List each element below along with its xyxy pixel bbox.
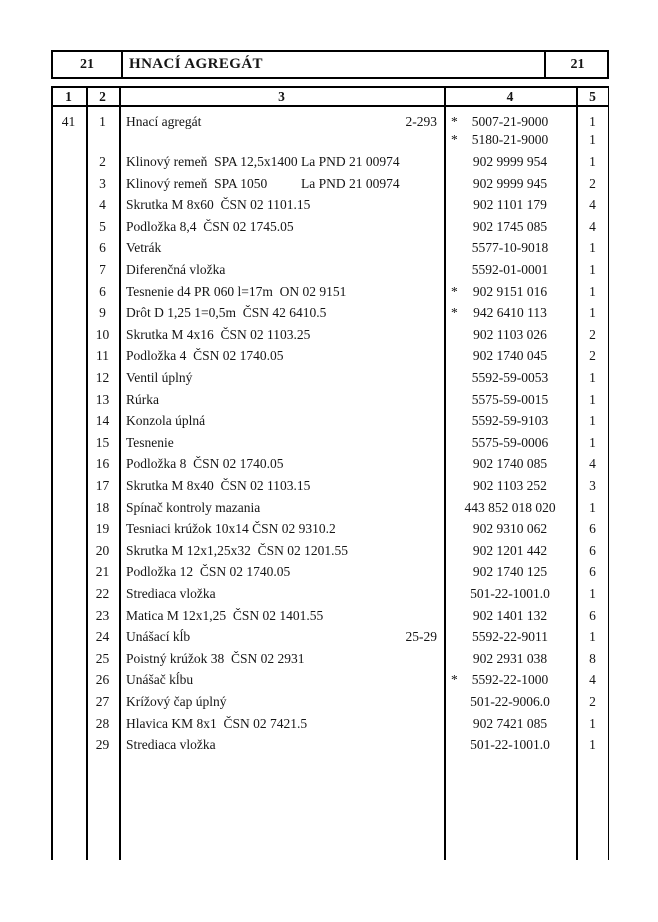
part-number-line: [444, 131, 576, 149]
description-cell: [119, 434, 444, 452]
quantity: 1: [589, 586, 596, 601]
quantity-cell: [576, 153, 609, 171]
table-body: [51, 107, 609, 860]
part-number-line: [444, 218, 576, 236]
column-header-row: [51, 86, 609, 107]
item-number: 24: [95, 629, 110, 645]
item-description: Rúrka: [126, 391, 159, 407]
quantity: 2: [589, 326, 596, 342]
item-description: Skrutka M 8x40 ČSN 02 1103.15: [126, 478, 311, 493]
part-number-line: [444, 520, 576, 538]
part-number-cell: [444, 736, 576, 754]
quantity: 4: [589, 218, 596, 234]
description-cell: [119, 369, 444, 387]
part-number-line: [444, 693, 576, 711]
quantity-cell: [576, 520, 609, 538]
quantity: 6: [589, 542, 596, 558]
part-number: 902 1201 442: [472, 542, 548, 558]
description-cell: [119, 499, 444, 517]
item-description: Tesnenie: [126, 434, 174, 450]
item-description: Diferenčná vložka: [126, 262, 226, 277]
part-number: 5180-21-9000: [471, 132, 549, 147]
item-number: 10: [95, 326, 110, 342]
quantity: 1: [589, 262, 596, 277]
part-number-line: [444, 326, 576, 344]
part-number: 902 1103 026: [473, 326, 547, 342]
item-description: Vetrák: [126, 240, 162, 256]
part-number: 902 1103 252: [473, 478, 547, 493]
part-number-line: [444, 607, 576, 625]
table-row: [51, 736, 609, 754]
item-number: 17: [95, 478, 110, 493]
asterisk-marker: *: [451, 305, 458, 321]
part-number: 902 1740 125: [472, 564, 548, 580]
quantity: 1: [589, 629, 596, 645]
table-row: [51, 347, 609, 365]
part-number-cell: [444, 434, 576, 452]
part-number: 902 1740 045: [472, 348, 548, 364]
item-number: 6: [99, 240, 106, 256]
part-number-cell: [444, 607, 576, 625]
part-number: 501-22-1001.0: [470, 737, 550, 753]
item-description: Podložka 12 ČSN 02 1740.05: [126, 564, 291, 580]
asterisk-marker: *: [451, 672, 458, 688]
part-number-cell: [444, 391, 576, 409]
part-number-line: [444, 153, 576, 171]
table-row: [51, 239, 609, 257]
part-number-cell: [444, 304, 576, 322]
part-number: 902 9151 016: [472, 283, 548, 299]
part-number: 902 2931 038: [472, 650, 548, 666]
page-header: [51, 50, 609, 79]
item-number: 3: [99, 175, 106, 191]
part-number-cell: [444, 113, 576, 149]
description-cell: [119, 671, 444, 689]
description-cell: [119, 175, 444, 193]
item-description: Unášací kĺb: [126, 629, 191, 645]
table-row: [51, 434, 609, 452]
item-number: 1: [99, 114, 106, 129]
description-cell: [119, 520, 444, 538]
part-number: 942 6410 113: [473, 305, 547, 321]
quantity-cell: [576, 671, 609, 689]
item-number: 14: [95, 413, 110, 429]
table-row: [51, 261, 609, 279]
part-number: 501-22-1001.0: [470, 586, 550, 601]
description-cell: [119, 391, 444, 409]
column-header-1: 1: [65, 88, 72, 104]
part-number-cell: [444, 412, 576, 430]
description-cell: [119, 650, 444, 668]
quantity-cell: [576, 326, 609, 344]
quantity-cell: [576, 412, 609, 430]
part-number-line: [444, 736, 576, 754]
description-cell: [119, 196, 444, 214]
part-number: 5592-22-9011: [472, 629, 548, 645]
description-cell: [119, 304, 444, 322]
part-number-line: [444, 113, 576, 131]
table-row: [51, 455, 609, 473]
quantity-cell: [576, 628, 609, 646]
item-number: 7: [99, 262, 106, 277]
part-number: 443 852 018 020: [464, 499, 556, 515]
quantity: 1: [589, 305, 596, 321]
table-row: [51, 477, 609, 495]
item-number: 15: [95, 434, 110, 450]
quantity-cell: [576, 369, 609, 387]
item-description: Skrutka M 8x60 ČSN 02 1101.15: [126, 197, 311, 213]
quantity: 1: [589, 240, 596, 256]
quantity: 6: [589, 564, 596, 580]
part-number-cell: [444, 477, 576, 495]
quantity-cell: [576, 455, 609, 473]
part-number: 5575-59-0015: [471, 391, 549, 407]
page-number-left: 21: [80, 56, 94, 72]
quantity: 1: [589, 283, 596, 299]
quantity: 1: [589, 499, 596, 515]
description-cell: [119, 455, 444, 473]
quantity-cell: [576, 391, 609, 409]
table-row: [51, 218, 609, 236]
table-row: [51, 650, 609, 668]
part-number-cell: [444, 650, 576, 668]
item-number: 22: [95, 586, 110, 601]
table-row: [51, 542, 609, 560]
quantity: 4: [589, 197, 596, 213]
asterisk-marker: *: [451, 114, 458, 129]
quantity-cell: [576, 113, 609, 149]
quantity-cell: [576, 196, 609, 214]
part-number-line: [444, 585, 576, 603]
table-row: [51, 671, 609, 689]
column-header-5: 5: [589, 88, 596, 104]
part-number-line: [444, 304, 576, 322]
description-cell: [119, 347, 444, 365]
table-row: [51, 412, 609, 430]
quantity: 6: [589, 521, 596, 537]
item-number: 2: [99, 154, 106, 169]
item-description: Strediaca vložka: [126, 586, 216, 601]
part-number-line: [444, 283, 576, 301]
figure-ref: 2-293: [405, 114, 437, 129]
quantity-cell: [576, 715, 609, 733]
part-number-cell: [444, 175, 576, 193]
part-number: 902 1740 085: [472, 456, 548, 472]
quantity-cell: [576, 283, 609, 301]
part-number: 5592-59-0053: [471, 370, 549, 385]
table-row: [51, 499, 609, 517]
quantity: 1: [589, 715, 596, 731]
part-number-line: [444, 412, 576, 430]
description-cell: [119, 563, 444, 581]
part-number-cell: [444, 520, 576, 538]
item-number: 28: [95, 715, 110, 731]
column-header-4: 4: [506, 88, 514, 104]
figure-ref: 25-29: [405, 629, 437, 645]
item-number: 27: [95, 694, 110, 709]
item-number: 20: [95, 542, 110, 558]
quantity-cell: [576, 693, 609, 711]
item-number: 29: [95, 737, 110, 753]
part-number-cell: [444, 563, 576, 581]
quantity: 1: [589, 114, 596, 129]
quantity-cell: [576, 175, 609, 193]
item-number: 13: [95, 391, 110, 407]
part-number-cell: [444, 153, 576, 171]
description-cell: [119, 218, 444, 236]
item-number: 23: [95, 607, 110, 623]
part-number: 902 7421 085: [472, 715, 548, 731]
part-number-cell: [444, 239, 576, 257]
part-number-line: [444, 369, 576, 387]
part-number-line: [444, 239, 576, 257]
item-description: Hlavica KM 8x1 ČSN 02 7421.5: [126, 715, 308, 731]
quantity: 1: [589, 154, 596, 169]
quantity: 4: [589, 456, 596, 472]
part-number: 5592-01-0001: [471, 262, 549, 277]
part-number-cell: [444, 542, 576, 560]
group-number: 41: [61, 114, 76, 129]
quantity: 3: [589, 478, 596, 493]
table-row: [51, 283, 609, 301]
part-number: 902 9310 062: [472, 521, 548, 537]
item-number: 6: [99, 283, 106, 299]
item-number: 26: [95, 672, 110, 688]
part-number-cell: [444, 261, 576, 279]
item-description: Tesnenie d4 PR 060 l=17m ON 02 9151: [126, 283, 347, 299]
part-number-line: [444, 175, 576, 193]
description-cell: [119, 239, 444, 257]
description-cell: [119, 585, 444, 603]
quantity: 2: [589, 348, 596, 364]
part-number-line: [444, 455, 576, 473]
quantity: 1: [589, 434, 596, 450]
quantity-cell: [576, 218, 609, 236]
part-number-cell: [444, 196, 576, 214]
quantity-cell: [576, 239, 609, 257]
item-description: Ventil úplný: [126, 370, 193, 385]
item-number: 19: [95, 521, 110, 537]
quantity-cell: [576, 736, 609, 754]
item-number: 11: [96, 348, 109, 364]
description-cell: [119, 153, 444, 171]
part-number-line: [444, 563, 576, 581]
item-description: Hnací agregát: [126, 114, 202, 129]
quantity: 6: [589, 607, 596, 623]
part-number-cell: [444, 326, 576, 344]
part-number: 902 9999 945: [472, 175, 548, 191]
part-number-line: [444, 715, 576, 733]
item-description: Konzola úplná: [126, 413, 206, 429]
item-description: Krížový čap úplný: [126, 694, 227, 709]
quantity: 2: [589, 175, 596, 191]
part-number-cell: [444, 693, 576, 711]
quantity-cell: [576, 563, 609, 581]
item-description: Podložka 8,4 ČSN 02 1745.05: [126, 218, 294, 234]
description-cell: [119, 693, 444, 711]
part-number-cell: [444, 218, 576, 236]
part-number-cell: [444, 585, 576, 603]
description-cell: [119, 283, 444, 301]
part-number-cell: [444, 628, 576, 646]
part-number-line: [444, 650, 576, 668]
item-description: Podložka 8 ČSN 02 1740.05: [126, 456, 284, 472]
quantity-cell: [576, 434, 609, 452]
item-description: Strediaca vložka: [126, 737, 216, 753]
part-number-cell: [444, 369, 576, 387]
part-number: 5577-10-9018: [471, 240, 549, 256]
quantity-cell: [576, 347, 609, 365]
table-row: [51, 693, 609, 711]
table-row: [51, 715, 609, 733]
quantity: 1: [589, 737, 596, 753]
item-number: 25: [95, 650, 110, 666]
quantity-cell: [576, 650, 609, 668]
quantity-cell: [576, 304, 609, 322]
part-number-cell: [444, 671, 576, 689]
part-number: 5575-59-0006: [471, 434, 549, 450]
part-number: 902 1745 085: [472, 218, 548, 234]
item-number: 21: [95, 564, 110, 580]
description-cell: [119, 715, 444, 733]
table-row: [51, 175, 609, 193]
item-number: 12: [95, 370, 110, 385]
item-number: 18: [95, 499, 110, 515]
part-number: 5592-22-1000: [471, 672, 549, 688]
part-number-line: [444, 499, 576, 517]
quantity: 1: [589, 370, 596, 385]
part-number-line: [444, 391, 576, 409]
part-number-cell: [444, 347, 576, 365]
quantity-cell: [576, 607, 609, 625]
description-cell: [119, 542, 444, 560]
quantity: 1: [589, 391, 596, 407]
description-cell: [119, 736, 444, 754]
part-number-line: [444, 196, 576, 214]
description-cell: [119, 477, 444, 495]
table-row: [51, 607, 609, 625]
description-cell: [119, 412, 444, 430]
description-cell: [119, 261, 444, 279]
part-number-line: [444, 477, 576, 495]
table-row: [51, 391, 609, 409]
page-number-right: 21: [570, 56, 585, 72]
table-row: [51, 628, 609, 646]
description-cell: [119, 628, 444, 646]
item-description: Matica M 12x1,25 ČSN 02 1401.55: [126, 607, 324, 623]
quantity: 2: [589, 694, 596, 709]
item-number: 5: [99, 218, 106, 234]
table-row: [51, 520, 609, 538]
part-number-cell: [444, 283, 576, 301]
part-number: 902 1401 132: [472, 607, 548, 623]
table-row: [51, 113, 609, 149]
column-header-2: 2: [99, 88, 106, 104]
quantity: 1: [589, 413, 596, 429]
part-number: 902 1101 179: [473, 197, 547, 213]
quantity-cell: [576, 542, 609, 560]
item-description: Drôt D 1,25 1=0,5m ČSN 42 6410.5: [126, 305, 327, 321]
table-row: [51, 153, 609, 171]
quantity-cell: [576, 261, 609, 279]
part-number-cell: [444, 715, 576, 733]
quantity: 4: [589, 672, 596, 688]
part-number-line: [444, 671, 576, 689]
part-number-line: [444, 434, 576, 452]
item-description: Klinový remeň SPA 1050 La PND 21 00974: [126, 175, 400, 191]
table-row: [51, 585, 609, 603]
part-number-line: [444, 542, 576, 560]
part-number-line: [444, 261, 576, 279]
table-row: [51, 369, 609, 387]
item-number: 9: [99, 305, 106, 321]
part-number-cell: [444, 455, 576, 473]
item-number: 4: [99, 197, 106, 213]
table-row: [51, 304, 609, 322]
item-description: Podložka 4 ČSN 02 1740.05: [126, 348, 284, 364]
item-description: Klinový remeň SPA 12,5x1400 La PND 21 00974: [126, 154, 400, 169]
table-row: [51, 196, 609, 214]
description-cell: [119, 113, 444, 131]
part-number-line: [444, 347, 576, 365]
description-cell: [119, 607, 444, 625]
item-description: Unášač kĺbu: [126, 672, 194, 688]
part-number: 5592-59-9103: [471, 413, 549, 429]
part-number: 5007-21-9000: [471, 114, 549, 129]
column-header-3: 3: [278, 88, 285, 104]
item-description: Tesniaci krúžok 10x14 ČSN 02 9310.2: [126, 521, 336, 537]
item-description: Spínač kontroly mazania: [126, 499, 261, 515]
item-number: 16: [95, 456, 110, 472]
description-cell: [119, 326, 444, 344]
part-number: 902 9999 954: [472, 154, 548, 169]
item-description: Skrutka M 4x16 ČSN 02 1103.25: [126, 326, 311, 342]
page-title: HNACÍ AGREGÁT: [129, 56, 263, 72]
table-row: [51, 326, 609, 344]
table-row: [51, 563, 609, 581]
asterisk-marker: *: [451, 132, 458, 147]
quantity-cell: [576, 499, 609, 517]
item-description: Skrutka M 12x1,25x32 ČSN 02 1201.55: [126, 542, 349, 558]
asterisk-marker: *: [451, 283, 458, 299]
part-number-line: [444, 628, 576, 646]
quantity-cell: [576, 477, 609, 495]
part-number-cell: [444, 499, 576, 517]
quantity-cell: [576, 585, 609, 603]
quantity: 8: [589, 650, 596, 666]
part-number: 501-22-9006.0: [470, 694, 550, 709]
quantity: 1: [589, 132, 596, 147]
item-description: Poistný krúžok 38 ČSN 02 2931: [126, 650, 305, 666]
